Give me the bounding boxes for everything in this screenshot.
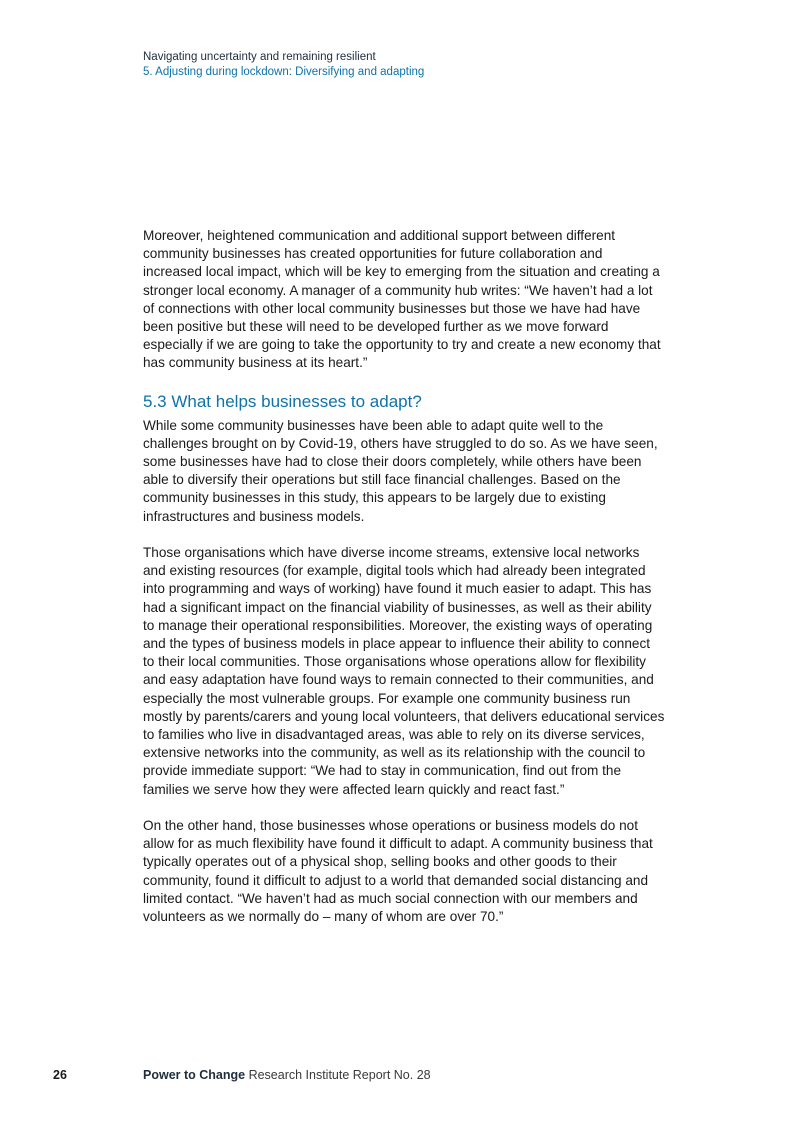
main-content <box>143 227 665 926</box>
section-heading: 5.3 What helps businesses to adapt? <box>143 391 422 411</box>
chapter-title: 5. Adjusting during lockdown: Diversifying and adapting <box>143 66 425 78</box>
body-paragraph: Those organisations which have diverse income streams, extensive local networks and existing resources (for example, digital tools which had already been integrated into programming and ways of working) have found it much easier to adapt. This has had a significant impact on the financial viability of businesses, as well as their ability to manage their operational responsibilities. Moreover, the existing ways of operating and the types of business models in place appear to influence their ability to connect to their local communities. Those organisations whose operations allow for flexibility and easy adaptation have found ways to remain connected to their communities, and especially the most vulnerable groups. For example one community business run mostly by parents/carers and young local volunteers, that delivers educational services to families who live in disadvantaged areas, was able to rely on its diverse services, extensive networks into the community, as well as its relationship with the council to provide immediate support: “We had to stay in communication, find out from the families we serve how they were affected learn quickly and react fast.” <box>143 545 665 797</box>
page-number: 26 <box>53 1068 67 1082</box>
report-credit <box>143 1067 431 1083</box>
report-label: Research Institute Report No. 28 <box>245 1068 431 1082</box>
body-paragraph: While some community businesses have been able to adapt quite well to the challenges brought on by Covid-19, others have struggled to do so. As we have seen, some businesses have had to close their doors completely, while others have been able to diversify their operations but still face financial challenges. Based on the community businesses in this study, this appears to be largely due to existing infrastructures and business models. <box>143 417 658 524</box>
organisation-name: Power to Change <box>143 1068 246 1082</box>
running-header <box>143 50 424 80</box>
body-paragraph: On the other hand, those businesses whose operations or business models do not allow for as much flexibility have found it difficult to adapt. A community business that typically operates out of a physical shop, selling books and other goods to their community, found it difficult to adjust to a world that demanded social distancing and limited contact. “We haven’t had as much social connection with our members and volunteers as we normally do – many of whom are over 70.” <box>143 818 653 925</box>
intro-paragraph: Moreover, heightened communication and additional support between different community businesses has created opportunities for future collaboration and increased local impact, which will be key to emerging from the situation and creating a stronger local economy. A manager of a community hub writes: “We haven’t had a lot of connections with other local community businesses but those we have had have been positive but these will need to be developed further as we move forward especially if we are going to take the opportunity to try and create a new economy that has community business at its heart.” <box>143 228 661 371</box>
document-series-title: Navigating uncertainty and remaining resilient <box>143 51 376 63</box>
